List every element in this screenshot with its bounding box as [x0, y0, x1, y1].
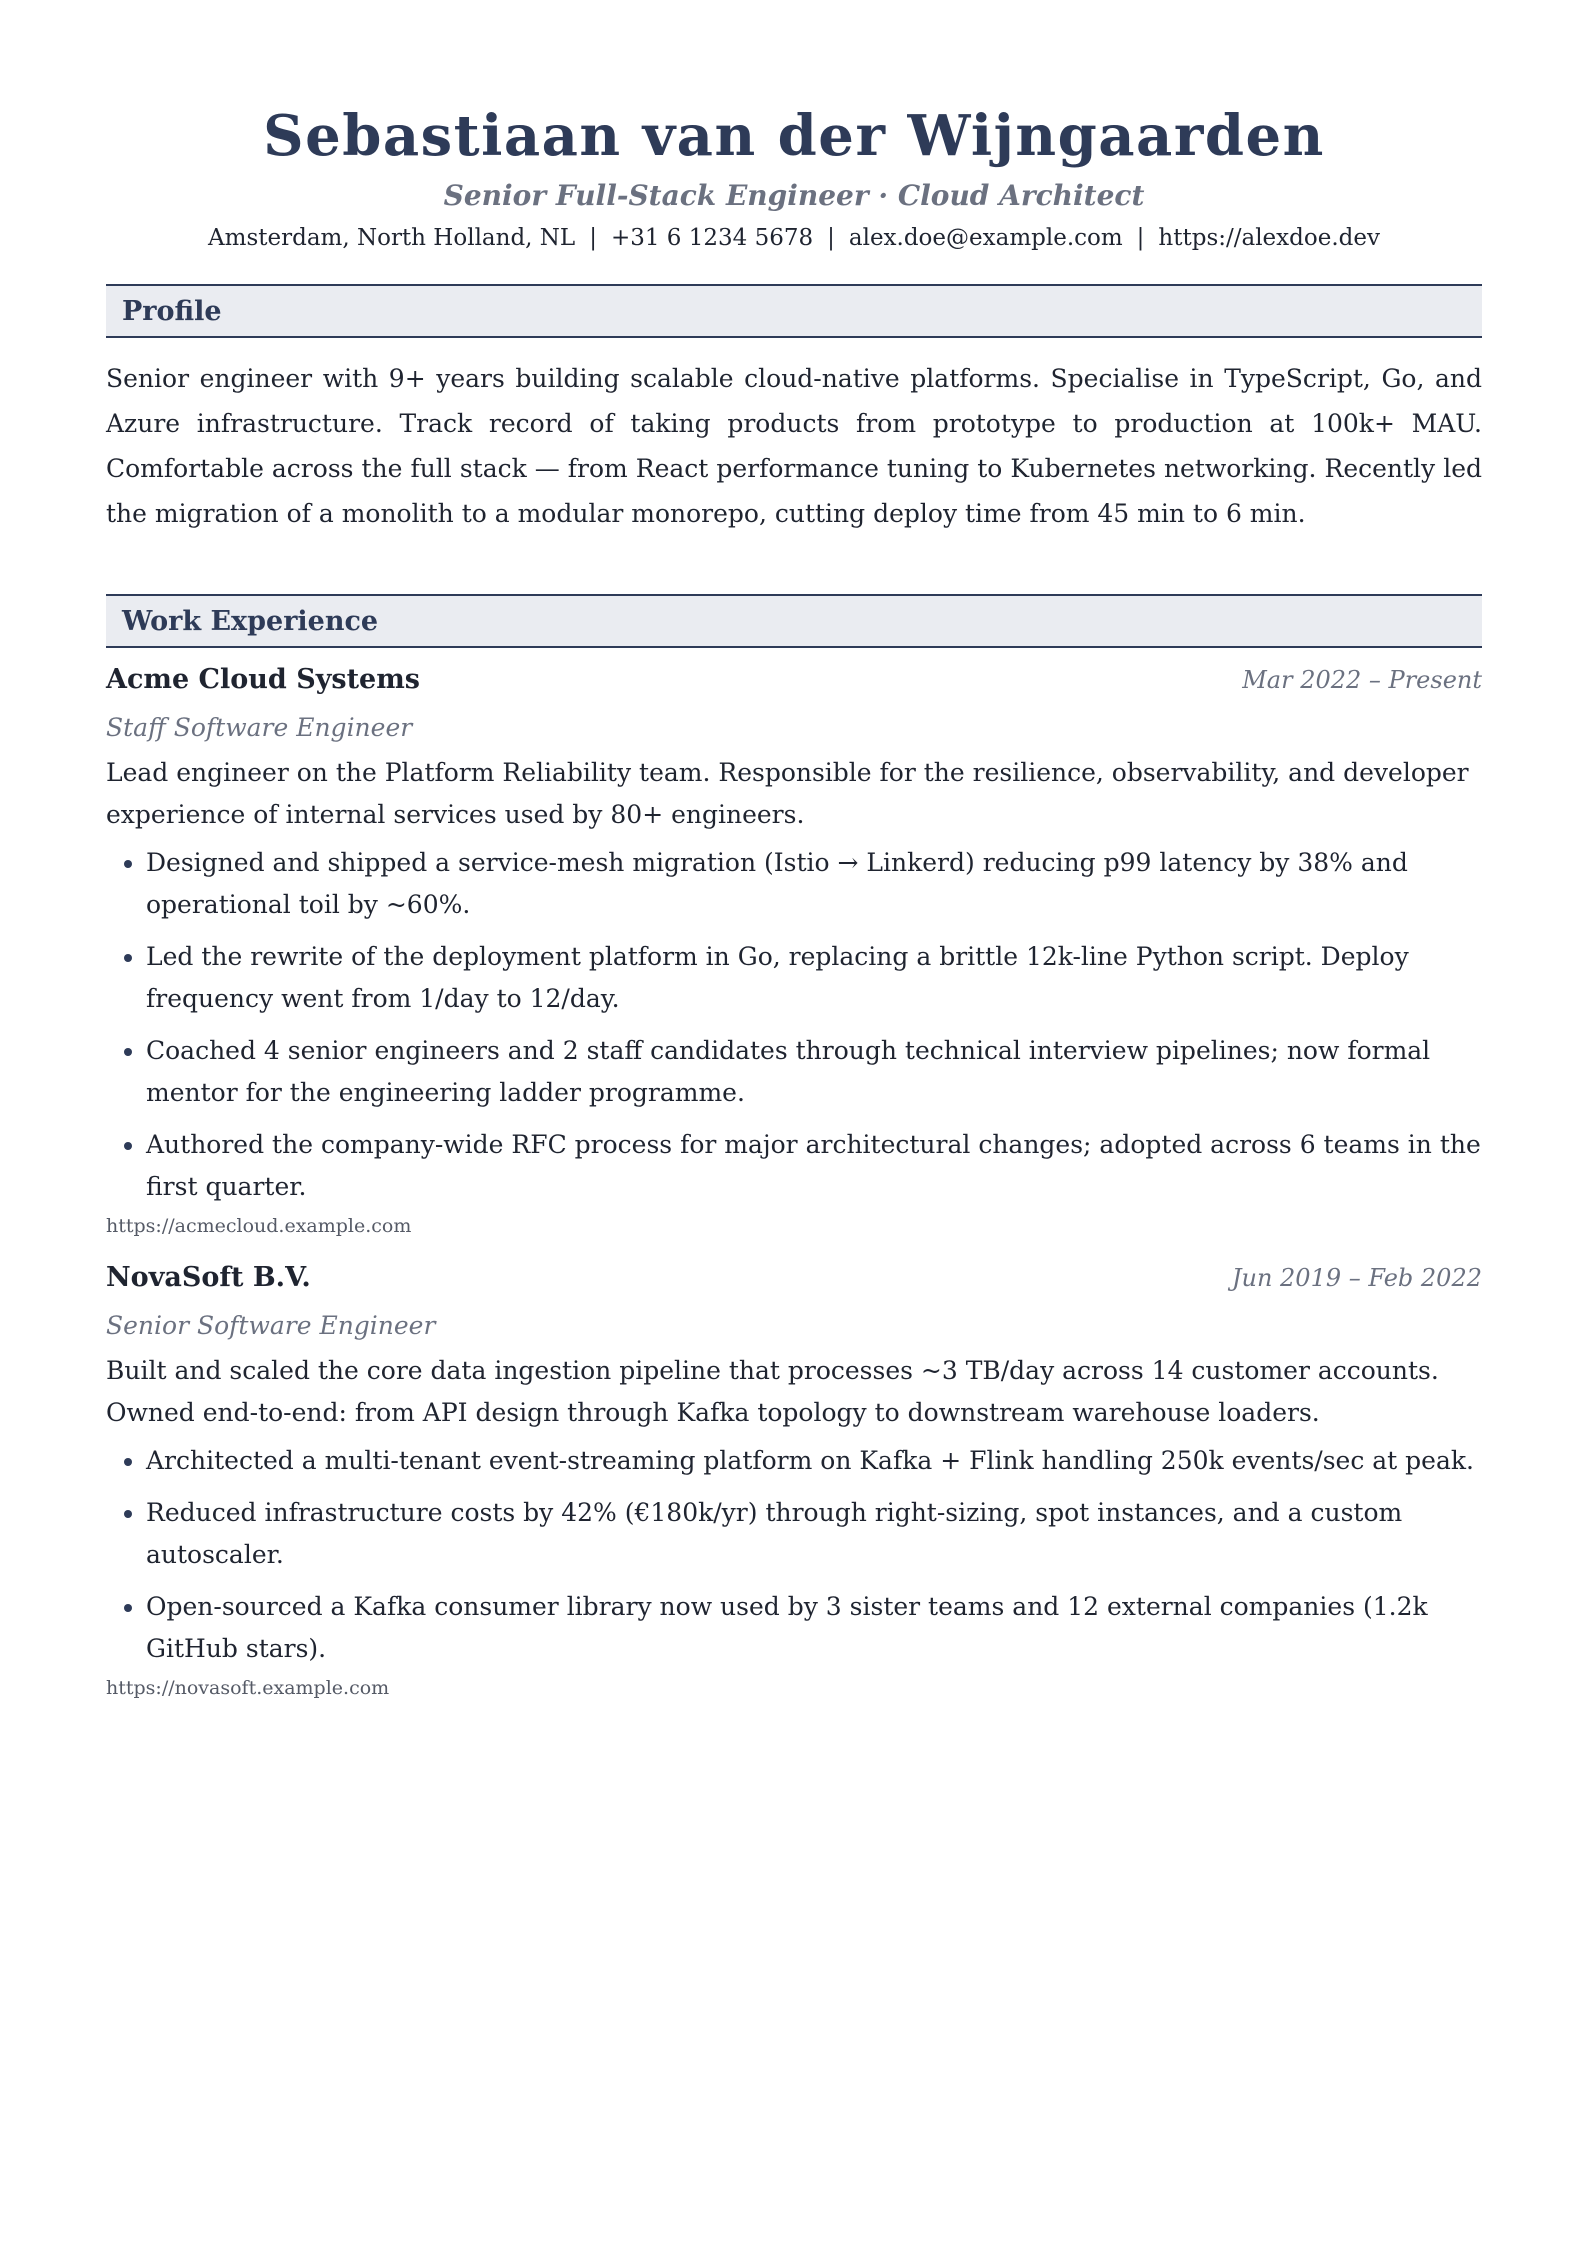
job-role: Senior Software Engineer — [106, 1311, 436, 1340]
job-company: Acme Cloud Systems — [106, 664, 421, 695]
job-bullet: • Designed and shipped a service-mesh migration (Istio → Linkerd) reducing p99 latency by 38% and operational toil by ~60%. — [146, 842, 1482, 926]
job-url-link[interactable]: https://novasoft.example.com — [106, 1677, 390, 1699]
job-bullet-list — [106, 1440, 1482, 1670]
job-company: NovaSoft B.V. — [106, 1262, 311, 1293]
job-role: Staff Software Engineer — [106, 713, 413, 742]
contact-location: Amsterdam, North Holland, NL — [208, 225, 576, 251]
job-bullet: • Led the rewrite of the deployment platform in Go, replacing a brittle 12k-line Python script. Deploy frequency went from 1/day to 12/day. — [146, 936, 1482, 1020]
job-url-link[interactable]: https://acmecloud.example.com — [106, 1215, 412, 1237]
job-header — [106, 1262, 1482, 1306]
job-entry — [106, 1262, 1482, 1702]
job-summary: Lead engineer on the Platform Reliability team. Responsible for the resilience, observability, and developer experience of internal services used by 80+ engineers. — [106, 758, 1469, 829]
job-dates: Jun 2019 – Feb 2022 — [1231, 1264, 1482, 1292]
section-heading-profile: Profile — [106, 284, 1482, 338]
contact-separator: | — [589, 225, 597, 251]
contact-separator: | — [1136, 225, 1145, 251]
profile-text: Senior engineer with 9+ years building scalable cloud-native platforms. Specialise in TypeScript, Go, and Azure infrastructure. Track record of taking products from prototype to production at 100k+ MAU. Comfortable across the full stack — from React performance tuning to Kubernetes networking. Recently led the migration of a monolith to a modular monorepo, cutting deploy time from 45 min to 6 min. — [106, 364, 1482, 528]
job-header — [106, 664, 1482, 708]
candidate-tagline: Senior Full-Stack Engineer · Cloud Architect — [443, 179, 1145, 212]
section-heading-work-experience: Work Experience — [106, 594, 1482, 648]
job-summary: Built and scaled the core data ingestion pipeline that processes ~3 TB/day across 14 customer accounts. Owned end-to-end: from API design through Kafka topology to downstream warehouse loaders. — [106, 1356, 1439, 1427]
job-bullet: • Authored the company-wide RFC process for major architectural changes; adopted across 6 teams in the first quarter. — [146, 1124, 1482, 1208]
contact-separator: | — [827, 225, 835, 251]
resume-header — [106, 96, 1482, 258]
candidate-name: Sebastiaan van der Wijngaarden — [263, 103, 1325, 169]
job-bullet: • Reduced infrastructure costs by 42% (€180k/yr) through right-sizing, spot instances, and a custom autoscaler. — [146, 1492, 1482, 1576]
job-bullet: • Coached 4 senior engineers and 2 staff candidates through technical interview pipelines; now formal mentor for the engineering ladder programme. — [146, 1030, 1482, 1114]
job-bullet: • Architected a multi-tenant event-streaming platform on Kafka + Flink handling 250k events/sec at peak. — [146, 1440, 1482, 1482]
job-entry — [106, 664, 1482, 1240]
job-dates: Mar 2022 – Present — [1242, 666, 1482, 694]
contact-line — [106, 218, 1482, 258]
job-bullet-list — [106, 842, 1482, 1208]
contact-website[interactable]: https://alexdoe.dev — [1158, 225, 1380, 251]
job-bullet: • Open-sourced a Kafka consumer library now used by 3 sister teams and 12 external companies (1.2k GitHub stars). — [146, 1586, 1482, 1670]
contact-phone: +31 6 1234 5678 — [610, 225, 814, 251]
contact-email[interactable]: alex.doe@example.com — [848, 225, 1123, 251]
